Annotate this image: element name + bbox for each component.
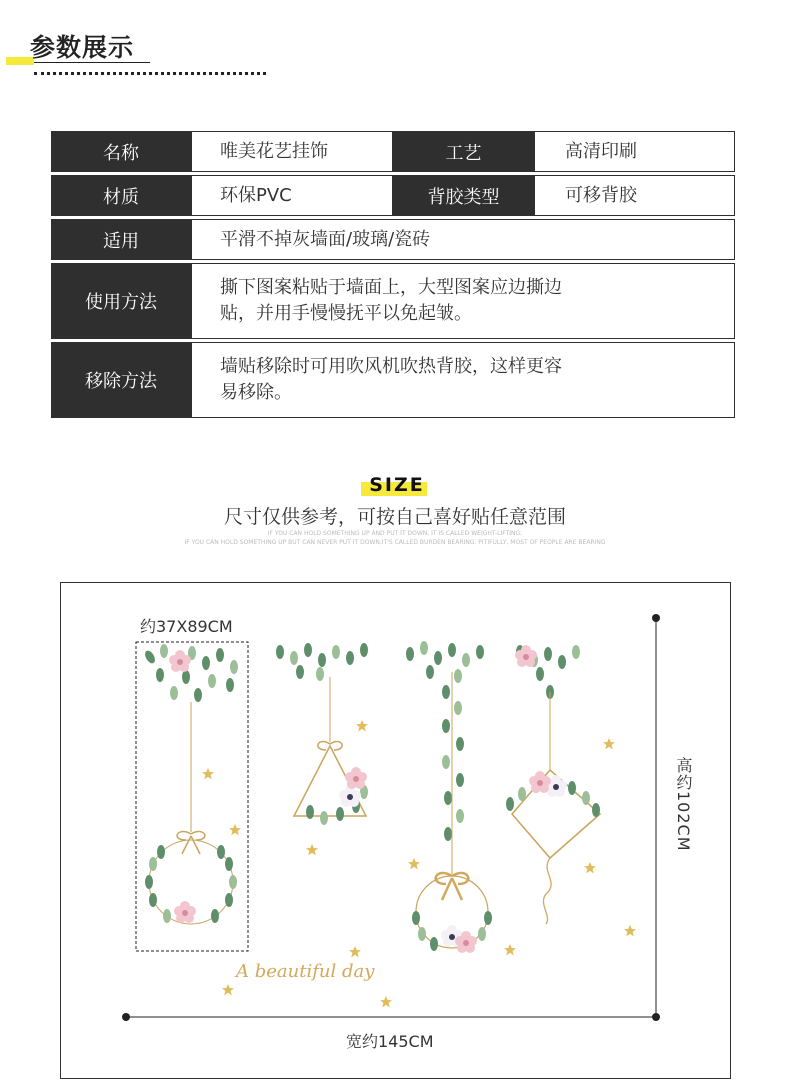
title-underline: [34, 62, 150, 63]
size-english-line-1: IF YOU CAN HOLD SOMETHING UP AND PUT IT DOWN, IT IS CALLED WEIGHT-LIFTING;: [267, 530, 523, 537]
removal-line-2: 易移除。: [220, 382, 292, 403]
param-value-usage: 平滑不掉灰墙面/玻璃/瓷砖: [191, 219, 735, 260]
param-label-craft: 工艺: [393, 131, 534, 172]
hanging-triangle-2: [276, 643, 368, 856]
removal-line-1: 墙贴移除时可用吹风机吹热背胶，这样更容: [220, 356, 562, 377]
width-dimension-left-dot: [122, 1013, 130, 1021]
param-value-method: [191, 263, 735, 339]
single-piece-size-label: 约37X89CM: [140, 617, 233, 636]
param-label-usage: 适用: [51, 219, 191, 260]
wall-sticker-illustration: [60, 582, 731, 1079]
size-heading: SIZE: [369, 474, 425, 496]
method-line-2: 贴，并用手慢慢抚平以免起皱。: [220, 303, 472, 324]
param-value-adhesive: 可移背胶: [534, 175, 735, 216]
param-label-method: 使用方法: [51, 263, 191, 339]
param-value-removal: [191, 342, 735, 418]
param-value-name: 唯美花艺挂饰: [191, 131, 393, 172]
param-label-removal: 移除方法: [51, 342, 191, 418]
param-label-adhesive: 背胶类型: [393, 175, 534, 216]
param-value-craft: 高清印刷: [534, 131, 735, 172]
title-dotted-divider: [34, 72, 266, 75]
height-dimension-top-dot: [652, 614, 660, 622]
width-label: 宽约145CM: [346, 1032, 434, 1051]
script-caption: A beautiful day: [236, 961, 375, 982]
height-label: 高约102CM: [674, 757, 693, 852]
size-subtitle: 尺寸仅供参考，可按自己喜好贴任意范围: [223, 506, 566, 528]
method-line-1: 撕下图案粘贴于墙面上，大型图案应边撕边: [220, 277, 562, 298]
param-value-material: 环保PVC: [191, 175, 393, 216]
param-label-name: 名称: [51, 131, 191, 172]
hanging-wreath-1: [143, 644, 241, 924]
param-label-material: 材质: [51, 175, 191, 216]
hanging-hoop-3: [349, 641, 516, 958]
size-english-line-2: IF YOU CAN HOLD SOMETHING UP BUT CAN NEVER PUT IT DOWN,IT'S CALLED BURDEN BEARING. PITIFULLY, MOST OF PEOPLE ARE BEARING: [184, 539, 606, 546]
section-title: 参数展示: [30, 33, 135, 62]
hanging-diamond-4: [506, 645, 636, 937]
